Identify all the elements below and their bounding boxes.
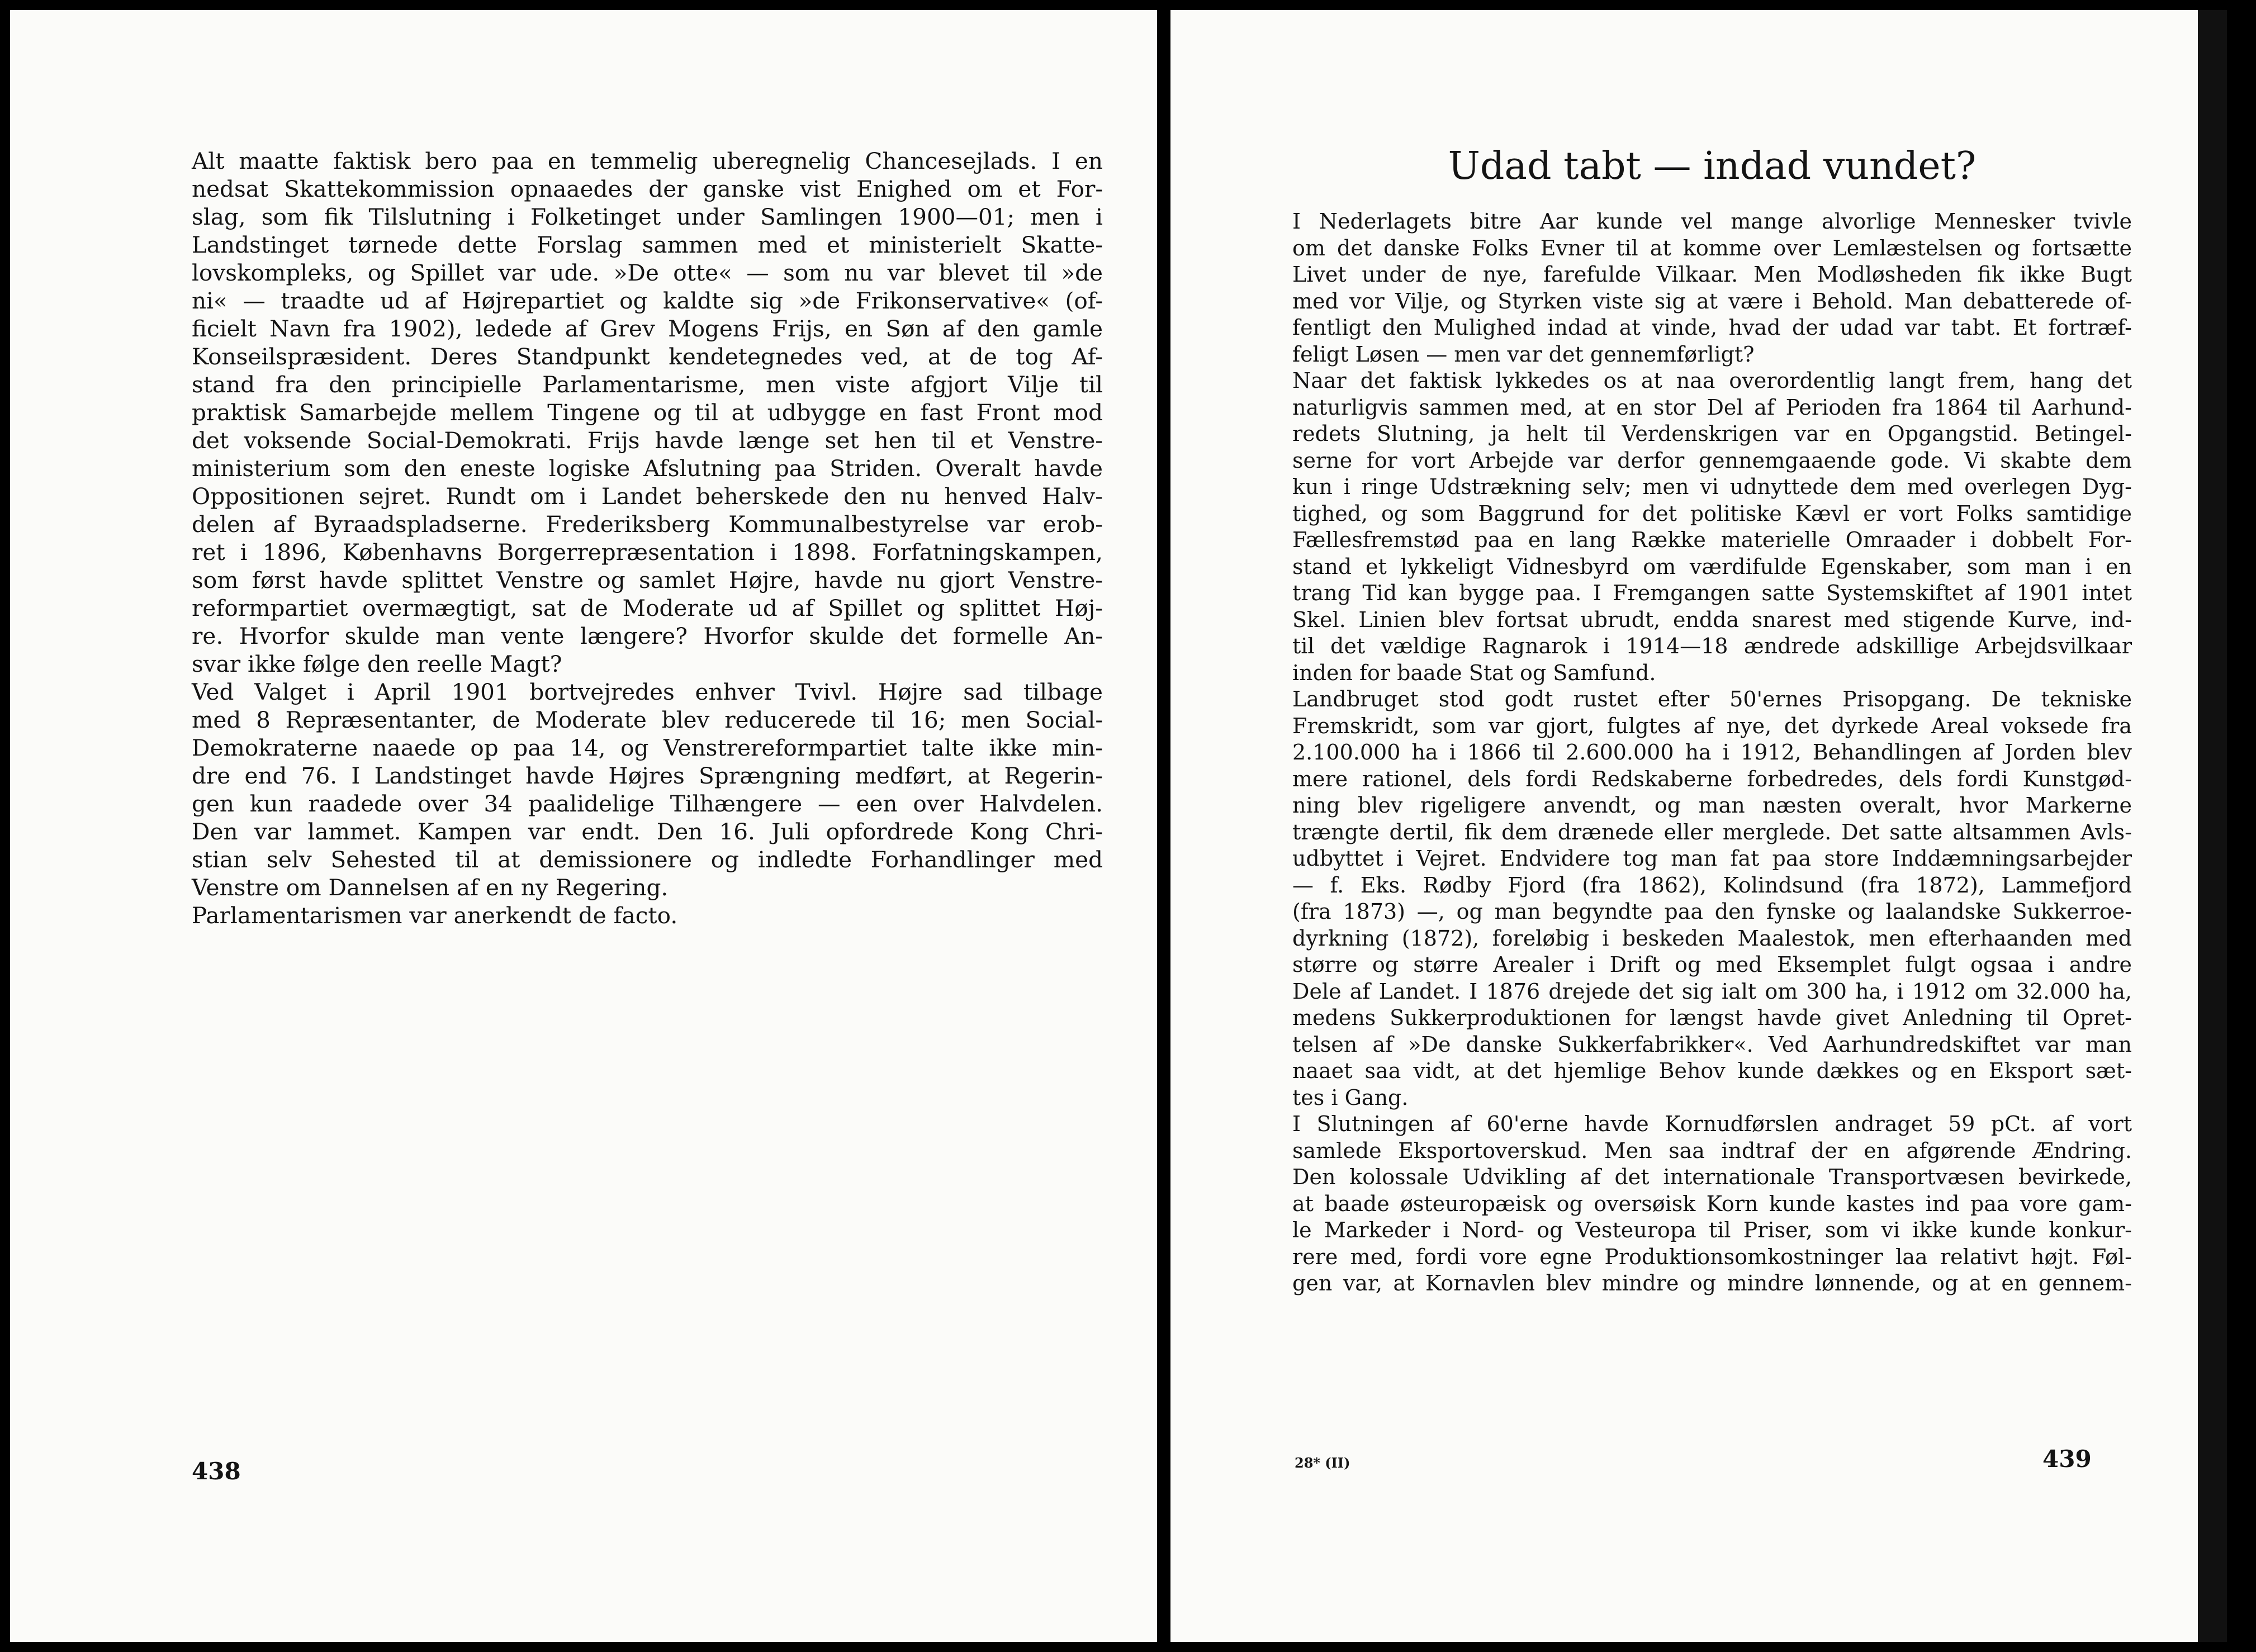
text-line: det voksende Social-Demokrati. Frijs havde længe set hen til et Venstre- — [192, 427, 1103, 454]
text-line: samlede Eksportoverskud. Men saa indtraf der en afgørende Ændring. — [1292, 1138, 2132, 1163]
text-line: praktisk Samarbejde mellem Tingene og til at udbygge en fast Front mod — [192, 399, 1103, 426]
text-line: Skel. Linien blev fortsat ubrudt, endda snarest med stigende Kurve, ind- — [1292, 607, 2132, 632]
text-line: redets Slutning, ja helt til Verdenskrigen var en Opgangstid. Betingel- — [1292, 421, 2132, 446]
text-line: naaet saa vidt, at det hjemlige Behov kunde dækkes og en Eksport sæt- — [1292, 1058, 2132, 1083]
text-line: I Slutningen af 60'erne havde Kornudførslen andraget 59 pCt. af vort — [1292, 1112, 2132, 1136]
text-line: tes i Gang. — [1292, 1085, 1409, 1110]
text-line: reformpartiet overmægtigt, sat de Moderate ud af Spillet og splittet Høj- — [192, 595, 1103, 621]
text-line: — f. Eks. Rødby Fjord (fra 1862), Kolindsund (fra 1872), Lammefjord — [1292, 872, 2132, 898]
text-line: ning blev rigeligere anvendt, og man næsten overalt, hvor Markerne — [1292, 793, 2132, 818]
text-line: rere med, fordi vore egne Produktionsomkostninger laa relativt højt. Føl- — [1292, 1244, 2132, 1269]
text-line: ficielt Navn fra 1902), ledede af Grev Mogens Frijs, en Søn af den gamle — [192, 315, 1103, 342]
text-line: fentligt den Mulighed indad at vinde, hvad der udad var tabt. Et fortræf- — [1292, 315, 2132, 340]
text-line: Oppositionen sejret. Rundt om i Landet beherskede den nu henved Halv- — [192, 483, 1103, 510]
text-line: Konseilspræsident. Deres Standpunkt kendetegnedes ved, at de tog Af- — [192, 343, 1103, 370]
text-line: delen af Byraadspladserne. Frederiksberg Kommunalbestyrelse var erob- — [192, 511, 1103, 538]
text-line: ni« — traadte ud af Højrepartiet og kaldte sig »de Frikonservative« (of- — [192, 287, 1103, 314]
text-line: naturligvis sammen med, at en stor Del af Perioden fra 1864 til Aarhund- — [1292, 395, 2132, 420]
text-line: med 8 Repræsentanter, de Moderate blev reducerede til 16; men Social- — [192, 706, 1103, 733]
text-line: ministerium som den eneste logiske Afslutning paa Striden. Overalt havde — [192, 455, 1103, 482]
text-line: I Nederlagets bitre Aar kunde vel mange alvorlige Mennesker tvivle — [1292, 209, 2132, 234]
chapter-title: Udad tabt — indad vundet? — [1448, 144, 1977, 188]
text-line: telsen af »De danske Sukkerfabrikker«. Ved Aarhundredskiftet var man — [1292, 1032, 2132, 1057]
text-line: kun i ringe Udstrækning selv; men vi udnyttede dem med overlegen Dyg- — [1292, 474, 2132, 499]
text-line: Den kolossale Udvikling af det internationale Transportvæsen bevirkede, — [1292, 1165, 2132, 1189]
text-line: re. Hvorfor skulde man vente længere? Hvorfor skulde det formelle An- — [192, 623, 1103, 649]
left-page-text — [192, 147, 1103, 929]
text-line: Livet under de nye, farefulde Vilkaar. Men Modløsheden fik ikke Bugt — [1292, 262, 2132, 287]
text-line: om det danske Folks Evner til at komme over Lemlæstelsen og fortsætte — [1292, 235, 2132, 260]
text-line: Fællesfremstød paa en lang Række materielle Omraader i dobbelt For- — [1292, 528, 2132, 552]
page-edge-shadow — [2198, 10, 2227, 1642]
text-line: stand fra den principielle Parlamentarisme, men viste afgjort Vilje til — [192, 371, 1103, 398]
text-line: slag, som fik Tilslutning i Folketinget under Samlingen 1900—01; men i — [192, 203, 1103, 230]
text-line: Dele af Landet. I 1876 drejede det sig ialt om 300 ha, i 1912 om 32.000 ha, — [1292, 979, 2132, 1004]
text-line: svar ikke følge den reelle Magt? — [192, 651, 562, 677]
text-line: til det vældige Ragnarok i 1914—18 ændrede adskillige Arbejdsvilkaar — [1292, 634, 2132, 658]
text-line: som først havde splittet Venstre og samlet Højre, havde nu gjort Venstre- — [192, 567, 1103, 594]
text-line: 2.100.000 ha i 1866 til 2.600.000 ha i 1912, Behandlingen af Jorden blev — [1292, 740, 2132, 765]
text-line: Landstinget tørnede dette Forslag sammen med et ministerielt Skatte- — [192, 231, 1103, 258]
text-line: dre end 76. I Landstinget havde Højres Sprængning medført, at Regerin- — [192, 762, 1103, 789]
text-line: at baade østeuropæisk og oversøisk Korn kunde kastes ind paa vore gam- — [1292, 1191, 2132, 1216]
text-line: gen kun raadede over 34 paalidelige Tilhængere — een over Halvdelen. — [192, 790, 1103, 817]
text-line: nedsat Skattekommission opnaaedes der ganske vist Enighed om et For- — [192, 175, 1103, 202]
text-line: feligt Løsen — men var det gennemførligt? — [1292, 341, 1755, 367]
text-line: med vor Vilje, og Styrken viste sig at være i Behold. Man debatterede of- — [1292, 288, 2132, 314]
text-line: Venstre om Dannelsen af en ny Regering. — [192, 874, 669, 901]
text-line: Fremskridt, som var gjort, fulgtes af nye, det dyrkede Areal voksede fra — [1292, 713, 2132, 738]
text-line: Landbruget stod godt rustet efter 50'ernes Prisopgang. De tekniske — [1292, 687, 2132, 711]
text-line: serne for vort Arbejde var derfor gennemgaaende gode. Vi skabte dem — [1292, 448, 2132, 473]
text-line: Alt maatte faktisk bero paa en temmelig uberegnelig Chancesejlads. I en — [192, 148, 1103, 174]
text-line: udbyttet i Vejret. Endvidere tog man fat paa store Inddæmningsarbejder — [1292, 846, 2132, 871]
text-line: Ved Valget i April 1901 bortvejredes enhver Tvivl. Højre sad tilbage — [192, 678, 1103, 705]
page-number-left: 438 — [192, 1458, 241, 1485]
page-number-right: 439 — [2042, 1445, 2092, 1473]
left-page — [10, 10, 1157, 1642]
text-line: Naar det faktisk lykkedes os at naa overordentlig langt frem, hang det — [1292, 368, 2132, 393]
text-line: (fra 1873) —, og man begyndte paa den fynske og laalandske Sukkerroe- — [1292, 899, 2132, 924]
text-line: inden for baade Stat og Samfund. — [1292, 660, 1656, 685]
text-line: gen var, at Kornavlen blev mindre og mindre lønnende, og at en gennem- — [1292, 1271, 2132, 1295]
text-line: Den var lammet. Kampen var endt. Den 16. Juli opfordrede Kong Chri- — [192, 818, 1103, 845]
text-line: stian selv Sehested til at demissionere og indledte Forhandlinger med — [192, 846, 1103, 873]
text-line: lovskompleks, og Spillet var ude. »De otte« — som nu var blevet til »de — [192, 259, 1103, 286]
right-page-text — [1292, 208, 2132, 1297]
text-line: mere rationel, dels fordi Redskaberne forbedredes, dels fordi Kunstgød- — [1292, 766, 2132, 791]
text-line: medens Sukkerproduktionen for længst havde givet Anledning til Opret- — [1292, 1005, 2132, 1030]
text-line: tighed, og som Baggrund for det politiske Kævl er vort Folks samtidige — [1292, 501, 2132, 526]
text-line: trang Tid kan bygge paa. I Fremgangen satte Systemskiftet af 1901 intet — [1292, 581, 2132, 605]
text-line: trængte dertil, fik dem drænede eller merglede. Det satte altsammen Avls- — [1292, 819, 2132, 844]
text-line: Demokraterne naaede op paa 14, og Venstrereformpartiet talte ikke min- — [192, 734, 1103, 761]
text-line: Parlamentarismen var anerkendt de facto. — [192, 902, 678, 929]
text-line: større og større Arealer i Drift og med Eksemplet fulgt ogsaa i andre — [1292, 952, 2132, 977]
text-line: ret i 1896, Københavns Borgerrepræsentation i 1898. Forfatningskampen, — [192, 539, 1103, 566]
text-line: dyrkning (1872), foreløbig i beskeden Maalestok, men efterhaanden med — [1292, 925, 2132, 951]
printer-signature: 28* (II) — [1295, 1455, 1350, 1471]
right-page — [1170, 10, 2227, 1642]
text-line: stand et lykkeligt Vidnesbyrd om værdifulde Egenskaber, som man i en — [1292, 554, 2132, 579]
text-line: le Markeder i Nord- og Vesteuropa til Priser, som vi ikke kunde konkur- — [1292, 1218, 2132, 1242]
